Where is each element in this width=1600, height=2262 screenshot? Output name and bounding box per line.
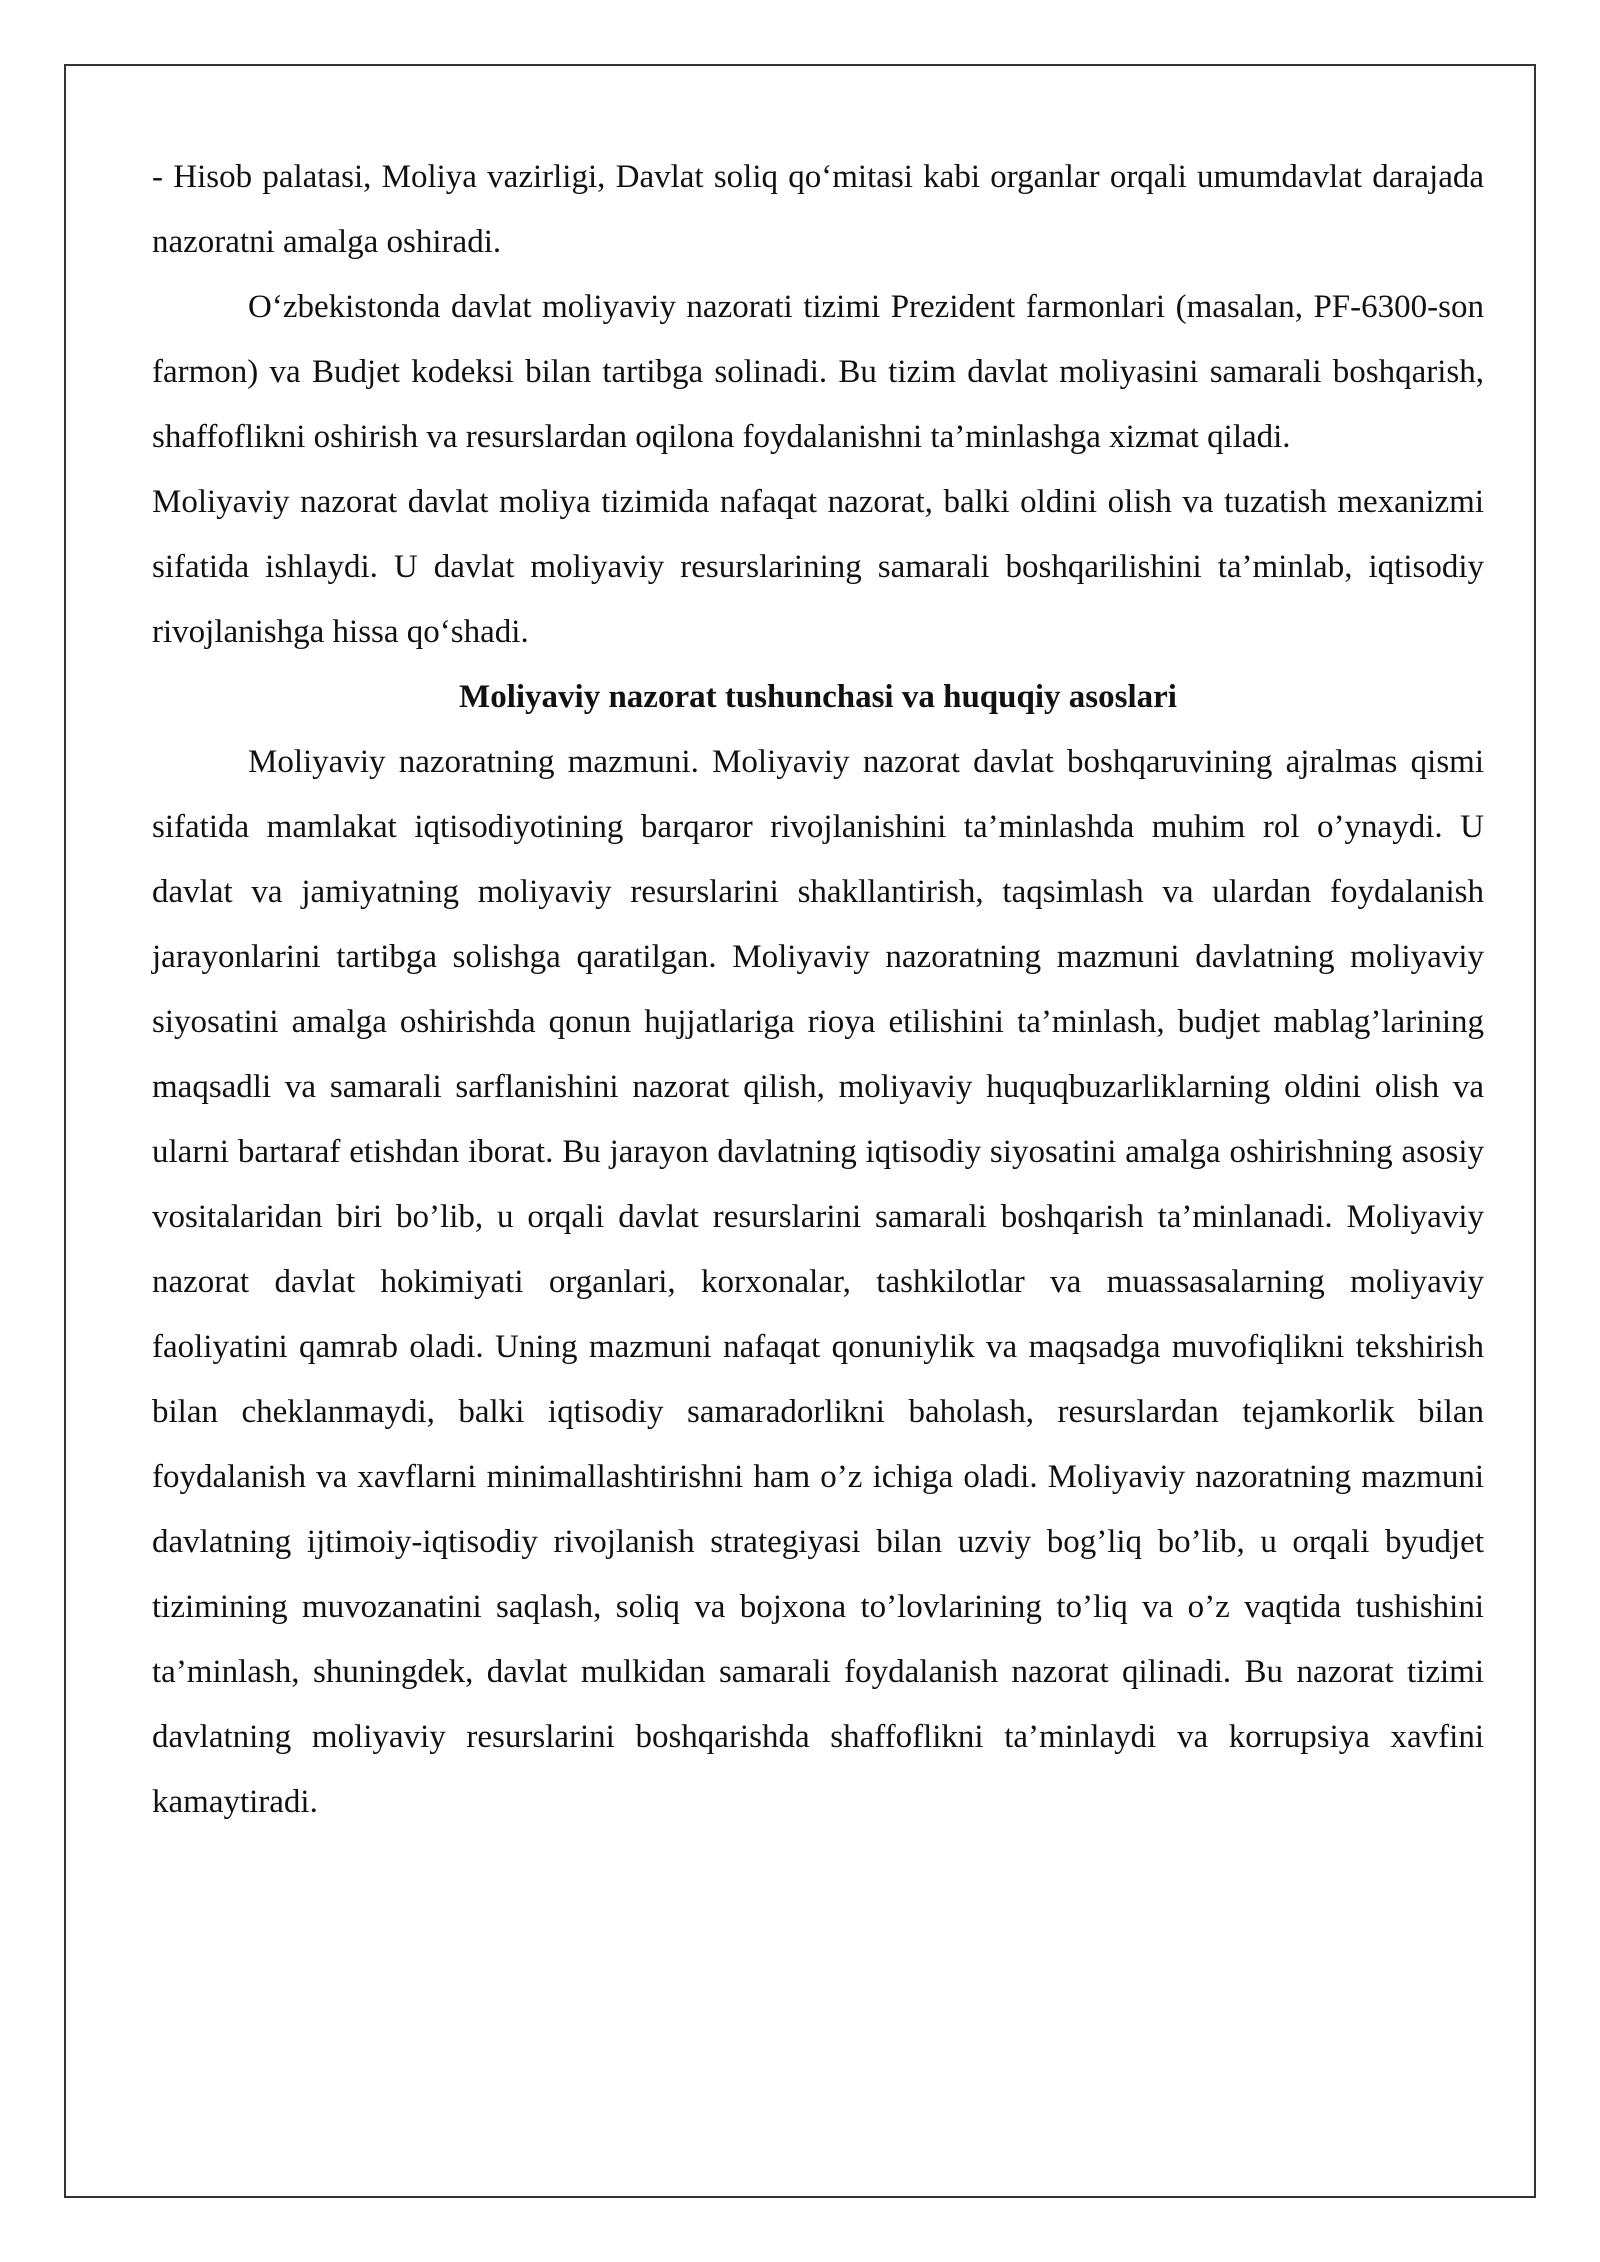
paragraph-control-content: Moliyaviy nazoratning mazmuni. Moliyaviy nazorat davlat boshqaruvining ajralmas qismi sifatida mamlakat iqtisodiyotining barqaror rivojlanishini ta’minlashda muhim rol o’ynaydi. U davlat va jamiyatning moliyaviy resurslarini shakllantirish, taqsimlash va ulardan foydalanish jarayonlarini tartibga solishga qaratilgan. Moliyaviy nazoratning mazmuni davlatning moliyaviy siyosatini amalga oshirishda qonun hujjatlariga rioya etilishini ta’minlash, budjet mablag’larining maqsadli va samarali sarflanishini nazorat qilish, moliyaviy huquqbuzarliklarning oldini olish va ularni bartaraf etishdan iborat. Bu jarayon davlatning iqtisodiy siyosatini amalga oshirishning asosiy vositalaridan biri bo’lib, u orqali davlat resurslarini samarali boshqarish ta’minlanadi. Moliyaviy nazorat davlat hokimiyati organlari, korxonalar, tashkilotlar va muassasalarning moliyaviy faoliyatini qamrab oladi. Uning mazmuni nafaqat qonuniylik va maqsadga muvofiqlikni tekshirish bilan cheklanmaydi, balki iqtisodiy samaradorlikni baholash, resurslardan tejamkorlik bilan foydalanish va xavflarni minimallashtirishni ham o’z ichiga oladi. Moliyaviy nazoratning mazmuni davlatning ijtimoiy-iqtisodiy rivojlanish strategiyasi bilan uzviy bog’liq bo’lib, u orqali byudjet tizimining muvozanatini saqlash, soliq va bojxona to’lovlarining to’liq va o’z vaqtida tushishini ta’minlash, shuningdek, davlat mulkidan samarali foydalanish nazorat qilinadi. Bu nazorat tizimi davlatning moliyaviy resurslarini boshqarishda shaffoflikni ta’minlaydi va korrupsiya xavfini kamaytiradi. (152, 744, 1484, 1820)
paragraph-control-mechanism: Moliyaviy nazorat davlat moliya tizimida nafaqat nazorat, balki oldini olish va tuzatish mexanizmi sifatida ishlaydi. U davlat moliyaviy resurslarining samarali boshqarilishini ta’minlab, iqtisodiy rivojlanishga hissa qo‘shadi. (152, 484, 1484, 650)
document-body (152, 145, 1484, 1835)
section-heading: Moliyaviy nazorat tushunchasi va huquqiy asoslari (459, 679, 1177, 715)
paragraph-audit-bodies: - Hisob palatasi, Moliya vazirligi, Davlat soliq qo‘mitasi kabi organlar orqali umumdavlat darajada nazoratni amalga oshiradi. (152, 159, 1484, 260)
paragraph-legal-regulation: O‘zbekistonda davlat moliyaviy nazorati tizimi Prezident farmonlari (masalan, PF-6300-son farmon) va Budjet kodeksi bilan tartibga solinadi. Bu tizim davlat moliyasini samarali boshqarish, shaffoflikni oshirish va resurslardan oqilona foydalanishni ta’minlashga xizmat qiladi. (152, 289, 1484, 455)
